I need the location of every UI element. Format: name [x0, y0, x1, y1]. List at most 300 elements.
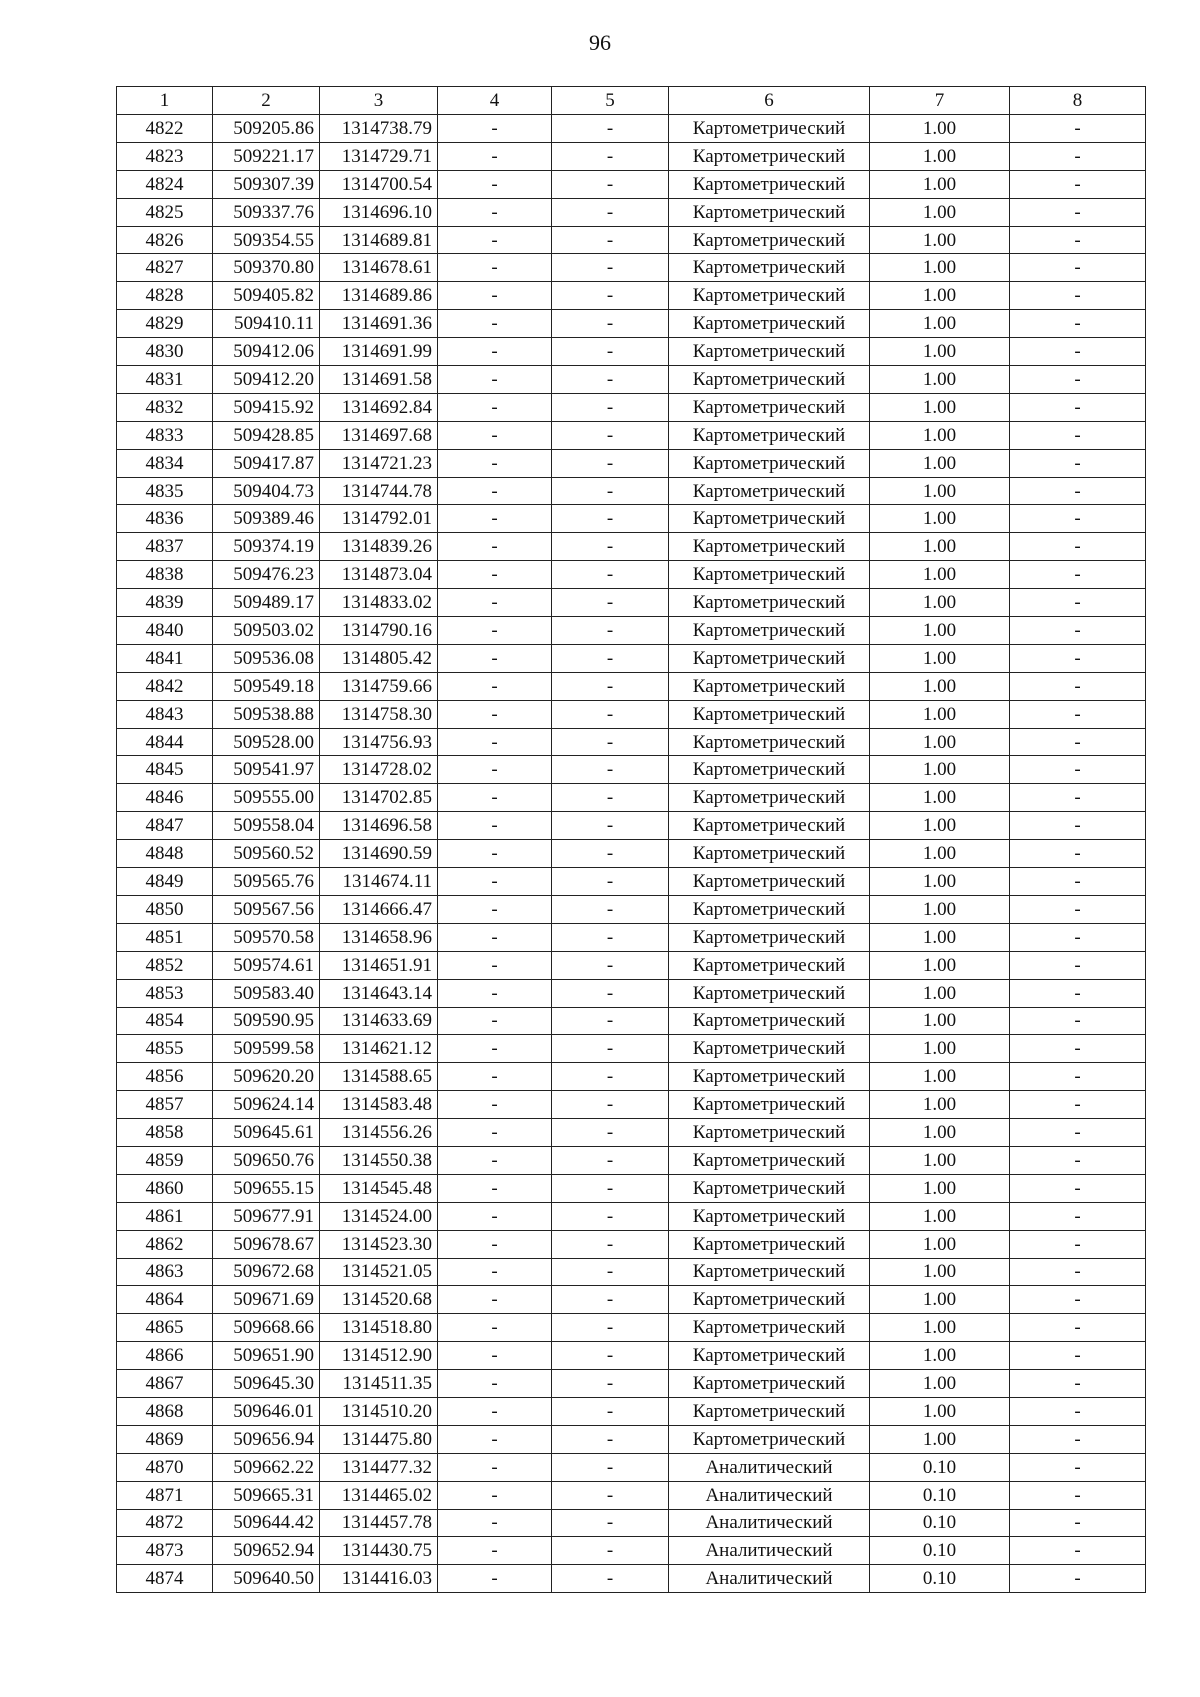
- col8-cell: -: [1010, 1119, 1146, 1147]
- x-coordinate-cell: 509549.18: [213, 672, 320, 700]
- col8-cell: -: [1010, 170, 1146, 198]
- accuracy-cell: 1.00: [870, 282, 1010, 310]
- col5-cell: -: [552, 1063, 669, 1091]
- method-cell: Картометрический: [669, 561, 870, 589]
- col5-cell: -: [552, 1230, 669, 1258]
- col8-cell: -: [1010, 1202, 1146, 1230]
- method-cell: Картометрический: [669, 366, 870, 394]
- table-row: [117, 1035, 1146, 1063]
- col4-cell: -: [438, 1286, 552, 1314]
- table-row: [117, 1202, 1146, 1230]
- col4-cell: -: [438, 1202, 552, 1230]
- x-coordinate-cell: 509528.00: [213, 728, 320, 756]
- method-cell: Картометрический: [669, 784, 870, 812]
- table-row: [117, 895, 1146, 923]
- col5-cell: -: [552, 1258, 669, 1286]
- point-number-cell: 4822: [117, 115, 213, 143]
- method-cell: Картометрический: [669, 115, 870, 143]
- y-coordinate-cell: 1314666.47: [320, 895, 438, 923]
- table-row: [117, 756, 1146, 784]
- accuracy-cell: 1.00: [870, 1425, 1010, 1453]
- col4-cell: -: [438, 142, 552, 170]
- point-number-cell: 4838: [117, 561, 213, 589]
- col4-cell: -: [438, 784, 552, 812]
- y-coordinate-cell: 1314696.10: [320, 198, 438, 226]
- table-row: [117, 1397, 1146, 1425]
- point-number-cell: 4861: [117, 1202, 213, 1230]
- point-number-cell: 4866: [117, 1342, 213, 1370]
- y-coordinate-cell: 1314457.78: [320, 1509, 438, 1537]
- x-coordinate-cell: 509678.67: [213, 1230, 320, 1258]
- col5-cell: -: [552, 589, 669, 617]
- method-cell: Картометрический: [669, 756, 870, 784]
- table-row: [117, 533, 1146, 561]
- accuracy-cell: 1.00: [870, 254, 1010, 282]
- y-coordinate-cell: 1314873.04: [320, 561, 438, 589]
- col8-cell: -: [1010, 1091, 1146, 1119]
- accuracy-cell: 1.00: [870, 533, 1010, 561]
- x-coordinate-cell: 509560.52: [213, 840, 320, 868]
- col4-cell: -: [438, 1425, 552, 1453]
- accuracy-cell: 0.10: [870, 1565, 1010, 1593]
- col8-cell: -: [1010, 923, 1146, 951]
- col8-cell: -: [1010, 393, 1146, 421]
- point-number-cell: 4847: [117, 812, 213, 840]
- table-row: [117, 1509, 1146, 1537]
- col4-cell: -: [438, 1258, 552, 1286]
- y-coordinate-cell: 1314521.05: [320, 1258, 438, 1286]
- accuracy-cell: 1.00: [870, 1342, 1010, 1370]
- col5-cell: -: [552, 1565, 669, 1593]
- col5-cell: -: [552, 282, 669, 310]
- x-coordinate-cell: 509476.23: [213, 561, 320, 589]
- y-coordinate-cell: 1314833.02: [320, 589, 438, 617]
- x-coordinate-cell: 509565.76: [213, 868, 320, 896]
- col8-cell: -: [1010, 226, 1146, 254]
- accuracy-cell: 1.00: [870, 923, 1010, 951]
- point-number-cell: 4829: [117, 310, 213, 338]
- point-number-cell: 4873: [117, 1537, 213, 1565]
- col5-cell: -: [552, 449, 669, 477]
- method-cell: Картометрический: [669, 477, 870, 505]
- accuracy-cell: 1.00: [870, 868, 1010, 896]
- col8-cell: -: [1010, 1397, 1146, 1425]
- col4-cell: -: [438, 449, 552, 477]
- table-row: [117, 979, 1146, 1007]
- x-coordinate-cell: 509489.17: [213, 589, 320, 617]
- col8-cell: -: [1010, 1314, 1146, 1342]
- y-coordinate-cell: 1314658.96: [320, 923, 438, 951]
- x-coordinate-cell: 509205.86: [213, 115, 320, 143]
- table-row: [117, 700, 1146, 728]
- col5-cell: -: [552, 1091, 669, 1119]
- accuracy-cell: 1.00: [870, 449, 1010, 477]
- method-cell: Картометрический: [669, 672, 870, 700]
- method-cell: Картометрический: [669, 644, 870, 672]
- point-number-cell: 4867: [117, 1370, 213, 1398]
- accuracy-cell: 1.00: [870, 895, 1010, 923]
- y-coordinate-cell: 1314689.81: [320, 226, 438, 254]
- col4-cell: -: [438, 421, 552, 449]
- col4-cell: -: [438, 1370, 552, 1398]
- table-row: [117, 1314, 1146, 1342]
- x-coordinate-cell: 509221.17: [213, 142, 320, 170]
- table-row: [117, 728, 1146, 756]
- x-coordinate-cell: 509624.14: [213, 1091, 320, 1119]
- column-header: 4: [438, 87, 552, 115]
- y-coordinate-cell: 1314700.54: [320, 170, 438, 198]
- accuracy-cell: 1.00: [870, 1286, 1010, 1314]
- y-coordinate-cell: 1314465.02: [320, 1481, 438, 1509]
- table-row: [117, 449, 1146, 477]
- col4-cell: -: [438, 1453, 552, 1481]
- point-number-cell: 4839: [117, 589, 213, 617]
- col4-cell: -: [438, 1481, 552, 1509]
- table-row: [117, 1342, 1146, 1370]
- col4-cell: -: [438, 728, 552, 756]
- col4-cell: -: [438, 366, 552, 394]
- x-coordinate-cell: 509656.94: [213, 1425, 320, 1453]
- col4-cell: -: [438, 1146, 552, 1174]
- x-coordinate-cell: 509428.85: [213, 421, 320, 449]
- method-cell: Картометрический: [669, 170, 870, 198]
- point-number-cell: 4870: [117, 1453, 213, 1481]
- accuracy-cell: 1.00: [870, 756, 1010, 784]
- point-number-cell: 4860: [117, 1174, 213, 1202]
- accuracy-cell: 1.00: [870, 812, 1010, 840]
- x-coordinate-cell: 509620.20: [213, 1063, 320, 1091]
- point-number-cell: 4851: [117, 923, 213, 951]
- method-cell: Картометрический: [669, 1007, 870, 1035]
- col8-cell: -: [1010, 700, 1146, 728]
- y-coordinate-cell: 1314583.48: [320, 1091, 438, 1119]
- col4-cell: -: [438, 812, 552, 840]
- col5-cell: -: [552, 1119, 669, 1147]
- col8-cell: -: [1010, 784, 1146, 812]
- y-coordinate-cell: 1314545.48: [320, 1174, 438, 1202]
- col5-cell: -: [552, 617, 669, 645]
- col4-cell: -: [438, 505, 552, 533]
- col8-cell: -: [1010, 254, 1146, 282]
- method-cell: Картометрический: [669, 1035, 870, 1063]
- col4-cell: -: [438, 895, 552, 923]
- col5-cell: -: [552, 1035, 669, 1063]
- table-row: [117, 1370, 1146, 1398]
- table-row: [117, 1146, 1146, 1174]
- method-cell: Картометрический: [669, 1146, 870, 1174]
- table-row: [117, 923, 1146, 951]
- accuracy-cell: 1.00: [870, 1370, 1010, 1398]
- x-coordinate-cell: 509662.22: [213, 1453, 320, 1481]
- point-number-cell: 4864: [117, 1286, 213, 1314]
- point-number-cell: 4849: [117, 868, 213, 896]
- col5-cell: -: [552, 672, 669, 700]
- col4-cell: -: [438, 198, 552, 226]
- x-coordinate-cell: 509374.19: [213, 533, 320, 561]
- accuracy-cell: 1.00: [870, 589, 1010, 617]
- col8-cell: -: [1010, 1258, 1146, 1286]
- y-coordinate-cell: 1314520.68: [320, 1286, 438, 1314]
- table-row: [117, 310, 1146, 338]
- table-row: [117, 1286, 1146, 1314]
- y-coordinate-cell: 1314678.61: [320, 254, 438, 282]
- col8-cell: -: [1010, 1537, 1146, 1565]
- table-row: [117, 170, 1146, 198]
- y-coordinate-cell: 1314758.30: [320, 700, 438, 728]
- accuracy-cell: 1.00: [870, 142, 1010, 170]
- col8-cell: -: [1010, 449, 1146, 477]
- method-cell: Картометрический: [669, 979, 870, 1007]
- method-cell: Картометрический: [669, 1119, 870, 1147]
- col5-cell: -: [552, 1370, 669, 1398]
- y-coordinate-cell: 1314790.16: [320, 617, 438, 645]
- x-coordinate-cell: 509337.76: [213, 198, 320, 226]
- col4-cell: -: [438, 1397, 552, 1425]
- method-cell: Картометрический: [669, 1286, 870, 1314]
- method-cell: Картометрический: [669, 1202, 870, 1230]
- col8-cell: -: [1010, 617, 1146, 645]
- method-cell: Картометрический: [669, 1258, 870, 1286]
- y-coordinate-cell: 1314792.01: [320, 505, 438, 533]
- y-coordinate-cell: 1314721.23: [320, 449, 438, 477]
- col5-cell: -: [552, 115, 669, 143]
- accuracy-cell: 1.00: [870, 170, 1010, 198]
- point-number-cell: 4871: [117, 1481, 213, 1509]
- col5-cell: -: [552, 310, 669, 338]
- col4-cell: -: [438, 254, 552, 282]
- accuracy-cell: 1.00: [870, 1230, 1010, 1258]
- accuracy-cell: 1.00: [870, 1258, 1010, 1286]
- x-coordinate-cell: 509370.80: [213, 254, 320, 282]
- accuracy-cell: 1.00: [870, 1397, 1010, 1425]
- x-coordinate-cell: 509412.20: [213, 366, 320, 394]
- y-coordinate-cell: 1314691.99: [320, 338, 438, 366]
- accuracy-cell: 1.00: [870, 115, 1010, 143]
- y-coordinate-cell: 1314430.75: [320, 1537, 438, 1565]
- y-coordinate-cell: 1314738.79: [320, 115, 438, 143]
- col5-cell: -: [552, 393, 669, 421]
- col4-cell: -: [438, 1314, 552, 1342]
- col8-cell: -: [1010, 561, 1146, 589]
- col4-cell: -: [438, 1342, 552, 1370]
- point-number-cell: 4862: [117, 1230, 213, 1258]
- col4-cell: -: [438, 226, 552, 254]
- x-coordinate-cell: 509668.66: [213, 1314, 320, 1342]
- accuracy-cell: 1.00: [870, 672, 1010, 700]
- point-number-cell: 4833: [117, 421, 213, 449]
- table-row: [117, 1119, 1146, 1147]
- col5-cell: -: [552, 1453, 669, 1481]
- y-coordinate-cell: 1314550.38: [320, 1146, 438, 1174]
- y-coordinate-cell: 1314697.68: [320, 421, 438, 449]
- y-coordinate-cell: 1314523.30: [320, 1230, 438, 1258]
- col4-cell: -: [438, 338, 552, 366]
- x-coordinate-cell: 509640.50: [213, 1565, 320, 1593]
- y-coordinate-cell: 1314511.35: [320, 1370, 438, 1398]
- column-header: 6: [669, 87, 870, 115]
- method-cell: Аналитический: [669, 1565, 870, 1593]
- point-number-cell: 4825: [117, 198, 213, 226]
- y-coordinate-cell: 1314744.78: [320, 477, 438, 505]
- col5-cell: -: [552, 226, 669, 254]
- accuracy-cell: 0.10: [870, 1481, 1010, 1509]
- accuracy-cell: 1.00: [870, 784, 1010, 812]
- point-number-cell: 4859: [117, 1146, 213, 1174]
- col8-cell: -: [1010, 1425, 1146, 1453]
- col8-cell: -: [1010, 142, 1146, 170]
- method-cell: Картометрический: [669, 1230, 870, 1258]
- col8-cell: -: [1010, 310, 1146, 338]
- col5-cell: -: [552, 366, 669, 394]
- x-coordinate-cell: 509655.15: [213, 1174, 320, 1202]
- col4-cell: -: [438, 868, 552, 896]
- col8-cell: -: [1010, 672, 1146, 700]
- col5-cell: -: [552, 1342, 669, 1370]
- method-cell: Картометрический: [669, 393, 870, 421]
- col8-cell: -: [1010, 1063, 1146, 1091]
- col4-cell: -: [438, 1091, 552, 1119]
- method-cell: Картометрический: [669, 505, 870, 533]
- table-row: [117, 282, 1146, 310]
- table-row: [117, 812, 1146, 840]
- col4-cell: -: [438, 310, 552, 338]
- x-coordinate-cell: 509651.90: [213, 1342, 320, 1370]
- x-coordinate-cell: 509412.06: [213, 338, 320, 366]
- x-coordinate-cell: 509567.56: [213, 895, 320, 923]
- col5-cell: -: [552, 1174, 669, 1202]
- col4-cell: -: [438, 979, 552, 1007]
- accuracy-cell: 1.00: [870, 421, 1010, 449]
- y-coordinate-cell: 1314633.69: [320, 1007, 438, 1035]
- accuracy-cell: 1.00: [870, 728, 1010, 756]
- col4-cell: -: [438, 1063, 552, 1091]
- accuracy-cell: 1.00: [870, 1119, 1010, 1147]
- point-number-cell: 4827: [117, 254, 213, 282]
- accuracy-cell: 1.00: [870, 979, 1010, 1007]
- accuracy-cell: 1.00: [870, 1202, 1010, 1230]
- col4-cell: -: [438, 1174, 552, 1202]
- table-body: [117, 115, 1146, 1593]
- x-coordinate-cell: 509404.73: [213, 477, 320, 505]
- table-row: [117, 672, 1146, 700]
- col4-cell: -: [438, 533, 552, 561]
- accuracy-cell: 1.00: [870, 951, 1010, 979]
- method-cell: Картометрический: [669, 728, 870, 756]
- x-coordinate-cell: 509503.02: [213, 617, 320, 645]
- y-coordinate-cell: 1314416.03: [320, 1565, 438, 1593]
- table-row: [117, 393, 1146, 421]
- method-cell: Картометрический: [669, 1397, 870, 1425]
- col5-cell: -: [552, 477, 669, 505]
- col8-cell: -: [1010, 1286, 1146, 1314]
- col8-cell: -: [1010, 533, 1146, 561]
- col5-cell: -: [552, 1202, 669, 1230]
- table-row: [117, 338, 1146, 366]
- x-coordinate-cell: 509644.42: [213, 1509, 320, 1537]
- y-coordinate-cell: 1314839.26: [320, 533, 438, 561]
- col4-cell: -: [438, 170, 552, 198]
- y-coordinate-cell: 1314643.14: [320, 979, 438, 1007]
- col8-cell: -: [1010, 477, 1146, 505]
- point-number-cell: 4846: [117, 784, 213, 812]
- y-coordinate-cell: 1314729.71: [320, 142, 438, 170]
- y-coordinate-cell: 1314556.26: [320, 1119, 438, 1147]
- col5-cell: -: [552, 142, 669, 170]
- y-coordinate-cell: 1314518.80: [320, 1314, 438, 1342]
- col8-cell: -: [1010, 1007, 1146, 1035]
- accuracy-cell: 1.00: [870, 1007, 1010, 1035]
- point-number-cell: 4832: [117, 393, 213, 421]
- col5-cell: -: [552, 533, 669, 561]
- accuracy-cell: 1.00: [870, 1091, 1010, 1119]
- col5-cell: -: [552, 170, 669, 198]
- column-header: 7: [870, 87, 1010, 115]
- col8-cell: -: [1010, 1509, 1146, 1537]
- col8-cell: -: [1010, 840, 1146, 868]
- point-number-cell: 4834: [117, 449, 213, 477]
- point-number-cell: 4853: [117, 979, 213, 1007]
- col8-cell: -: [1010, 198, 1146, 226]
- method-cell: Картометрический: [669, 226, 870, 254]
- method-cell: Картометрический: [669, 1063, 870, 1091]
- col4-cell: -: [438, 561, 552, 589]
- col5-cell: -: [552, 1537, 669, 1565]
- col5-cell: -: [552, 979, 669, 1007]
- accuracy-cell: 1.00: [870, 1146, 1010, 1174]
- y-coordinate-cell: 1314477.32: [320, 1453, 438, 1481]
- col8-cell: -: [1010, 812, 1146, 840]
- point-number-cell: 4848: [117, 840, 213, 868]
- accuracy-cell: 1.00: [870, 700, 1010, 728]
- point-number-cell: 4852: [117, 951, 213, 979]
- point-number-cell: 4874: [117, 1565, 213, 1593]
- x-coordinate-cell: 509354.55: [213, 226, 320, 254]
- method-cell: Картометрический: [669, 310, 870, 338]
- point-number-cell: 4854: [117, 1007, 213, 1035]
- col4-cell: -: [438, 589, 552, 617]
- y-coordinate-cell: 1314510.20: [320, 1397, 438, 1425]
- accuracy-cell: 1.00: [870, 1174, 1010, 1202]
- table-row: [117, 1537, 1146, 1565]
- col4-cell: -: [438, 477, 552, 505]
- table-row: [117, 589, 1146, 617]
- method-cell: Картометрический: [669, 868, 870, 896]
- x-coordinate-cell: 509410.11: [213, 310, 320, 338]
- column-header: 5: [552, 87, 669, 115]
- y-coordinate-cell: 1314512.90: [320, 1342, 438, 1370]
- point-number-cell: 4845: [117, 756, 213, 784]
- method-cell: Картометрический: [669, 282, 870, 310]
- table-row: [117, 421, 1146, 449]
- table-row: [117, 1481, 1146, 1509]
- col8-cell: -: [1010, 644, 1146, 672]
- accuracy-cell: 1.00: [870, 1063, 1010, 1091]
- col5-cell: -: [552, 923, 669, 951]
- accuracy-cell: 1.00: [870, 561, 1010, 589]
- y-coordinate-cell: 1314651.91: [320, 951, 438, 979]
- table-header-row: [117, 87, 1146, 115]
- point-number-cell: 4844: [117, 728, 213, 756]
- accuracy-cell: 1.00: [870, 338, 1010, 366]
- y-coordinate-cell: 1314691.36: [320, 310, 438, 338]
- col5-cell: -: [552, 784, 669, 812]
- x-coordinate-cell: 509536.08: [213, 644, 320, 672]
- col4-cell: -: [438, 1035, 552, 1063]
- method-cell: Картометрический: [669, 589, 870, 617]
- col4-cell: -: [438, 756, 552, 784]
- table-row: [117, 1174, 1146, 1202]
- y-coordinate-cell: 1314702.85: [320, 784, 438, 812]
